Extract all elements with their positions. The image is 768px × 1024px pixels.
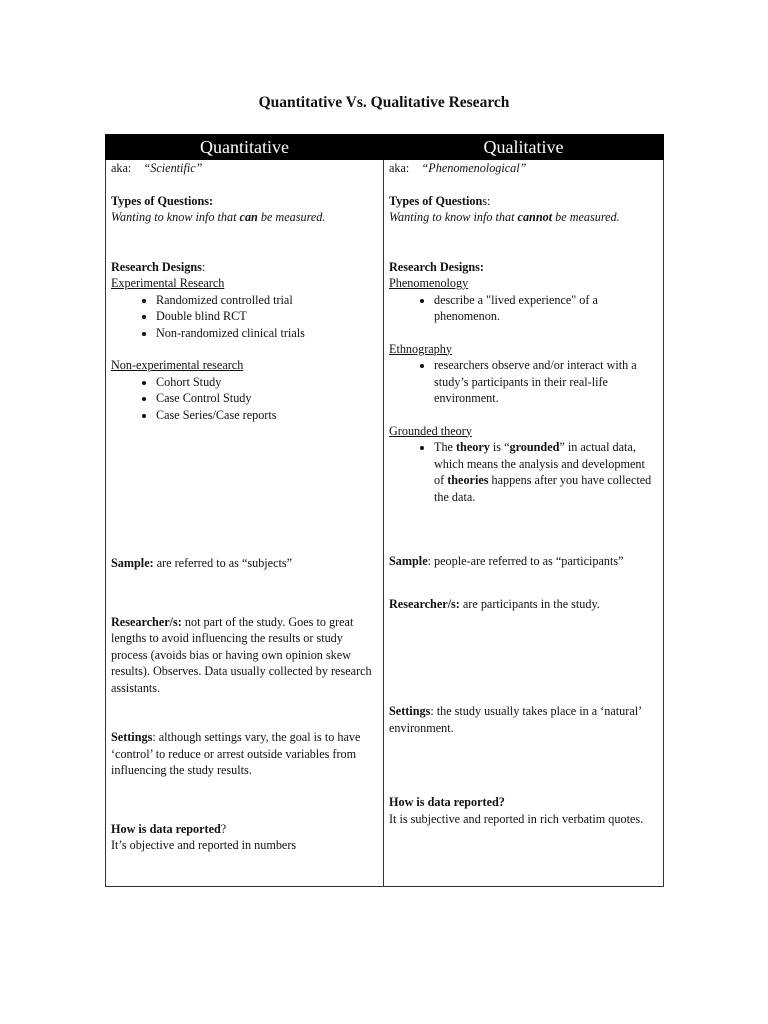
quant-sample [111, 555, 377, 572]
quant-exp-heading: Experimental Research [111, 276, 225, 290]
gt-text: happens after you have collected the data. [434, 473, 652, 504]
quantitative-column [106, 160, 384, 887]
quant-aka-value: “Scientific” [143, 161, 203, 175]
quant-exp-list [111, 292, 377, 342]
quant-types-em: can [239, 210, 258, 224]
qual-eth-list [389, 357, 657, 407]
list-item: • Randomized controlled trial [156, 292, 377, 309]
quant-designs-colon: : [201, 259, 206, 274]
quant-data-q: ? [220, 821, 227, 836]
qual-sample-text: : people-are referred to as “participants” [427, 554, 624, 568]
page-title: Quantitative Vs. Qualitative Research [258, 94, 510, 111]
qual-types-label: Types of Question [389, 193, 483, 208]
list-item: • Case Control Study [156, 390, 377, 407]
qual-settings-text: : the study usually takes place in a ‘natural’ environment. [389, 704, 642, 735]
qual-types-em: cannot [517, 210, 553, 224]
qual-phen-list [389, 292, 657, 325]
quantitative-header: Quantitative [106, 135, 384, 160]
quant-types-label: Types of Questions: [111, 193, 214, 208]
qual-designs-label: Research Designs: [389, 259, 484, 274]
quant-types-pre: Wanting to know info that [111, 210, 240, 224]
qual-data-reported [389, 794, 657, 827]
qual-data-label: How is data reported? [389, 795, 505, 809]
qualitative-header: Qualitative [384, 135, 664, 160]
qual-designs [389, 259, 657, 506]
quant-settings-label: Settings [111, 730, 153, 744]
quant-researcher-text: not part of the study. Goes to great lengths to avoid influencing the results or study process (avoids bias or having own opinion skew results). Observes. Data usually collected by research assistants. [111, 614, 372, 695]
quant-designs [111, 259, 377, 424]
quant-data-label: How is data reported [111, 821, 221, 836]
qual-sample [389, 553, 657, 570]
quant-nonexp-heading: Non-experimental research [111, 358, 244, 372]
qual-settings-label: Settings [389, 704, 431, 718]
gt-text-bold: grounded [509, 440, 560, 454]
quant-sample-label: Sample: [111, 556, 154, 570]
quant-data-reported [111, 821, 377, 854]
gt-text: The [434, 440, 456, 454]
list-item [434, 439, 657, 505]
qual-settings [389, 703, 657, 736]
list-item: • Double blind RCT [156, 308, 377, 325]
gt-text: is “ [489, 440, 510, 454]
quant-sample-text: are referred to as “subjects” [153, 556, 293, 570]
qual-types-post: be measured. [552, 210, 620, 224]
qual-aka-label: aka: [389, 161, 410, 175]
gt-text-bold: theory [456, 440, 490, 454]
quant-designs-label: Research Designs [111, 259, 202, 274]
gt-text-bold: theories [447, 473, 489, 487]
qual-eth-heading: Ethnography [389, 341, 452, 356]
quant-settings [111, 729, 377, 779]
quant-nonexp-list [111, 374, 377, 424]
quant-types [111, 193, 377, 226]
qual-researcher [389, 596, 657, 613]
qual-aka [389, 160, 657, 177]
qual-gt-list [389, 439, 657, 505]
qual-types-pre: Wanting to know info that [389, 210, 518, 224]
comparison-table [105, 134, 664, 887]
quant-aka-label: aka: [111, 161, 132, 175]
gt-text: ” in actual data, which means the analysis and development of [434, 440, 645, 487]
qual-aka-value: “Phenomenological” [421, 161, 527, 175]
qual-researcher-text: are participants in the study. [459, 596, 600, 611]
qual-researcher-label: Researcher/s: [389, 596, 460, 611]
qual-sample-label: Sample [389, 554, 428, 568]
list-item: • Case Series/Case reports [156, 407, 377, 424]
qual-data-text: It is subjective and reported in rich verbatim quotes. [389, 811, 644, 826]
quant-aka [111, 160, 377, 177]
list-item: • researchers observe and/or interact with a study’s participants in their real-life environment. [434, 357, 657, 407]
quant-researcher-label: Researcher/s: [111, 614, 182, 629]
qual-types [389, 193, 657, 226]
list-item: • Cohort Study [156, 374, 377, 391]
list-item: • describe a "lived experience" of a phenomenon. [434, 292, 657, 325]
list-item: • Non-randomized clinical trials [156, 325, 377, 342]
quant-settings-text: : although settings vary, the goal is to have ‘control’ to reduce or arrest outside variables from influencing the study results. [111, 730, 361, 777]
qual-phen-heading: Phenomenology [389, 276, 469, 290]
quant-data-text: It’s objective and reported in numbers [111, 838, 297, 852]
quant-types-post: be measured. [257, 210, 326, 224]
qual-gt-heading: Grounded theory [389, 423, 472, 438]
quant-researcher [111, 614, 377, 697]
qualitative-column [384, 160, 664, 887]
qual-types-s: s: [482, 193, 491, 208]
